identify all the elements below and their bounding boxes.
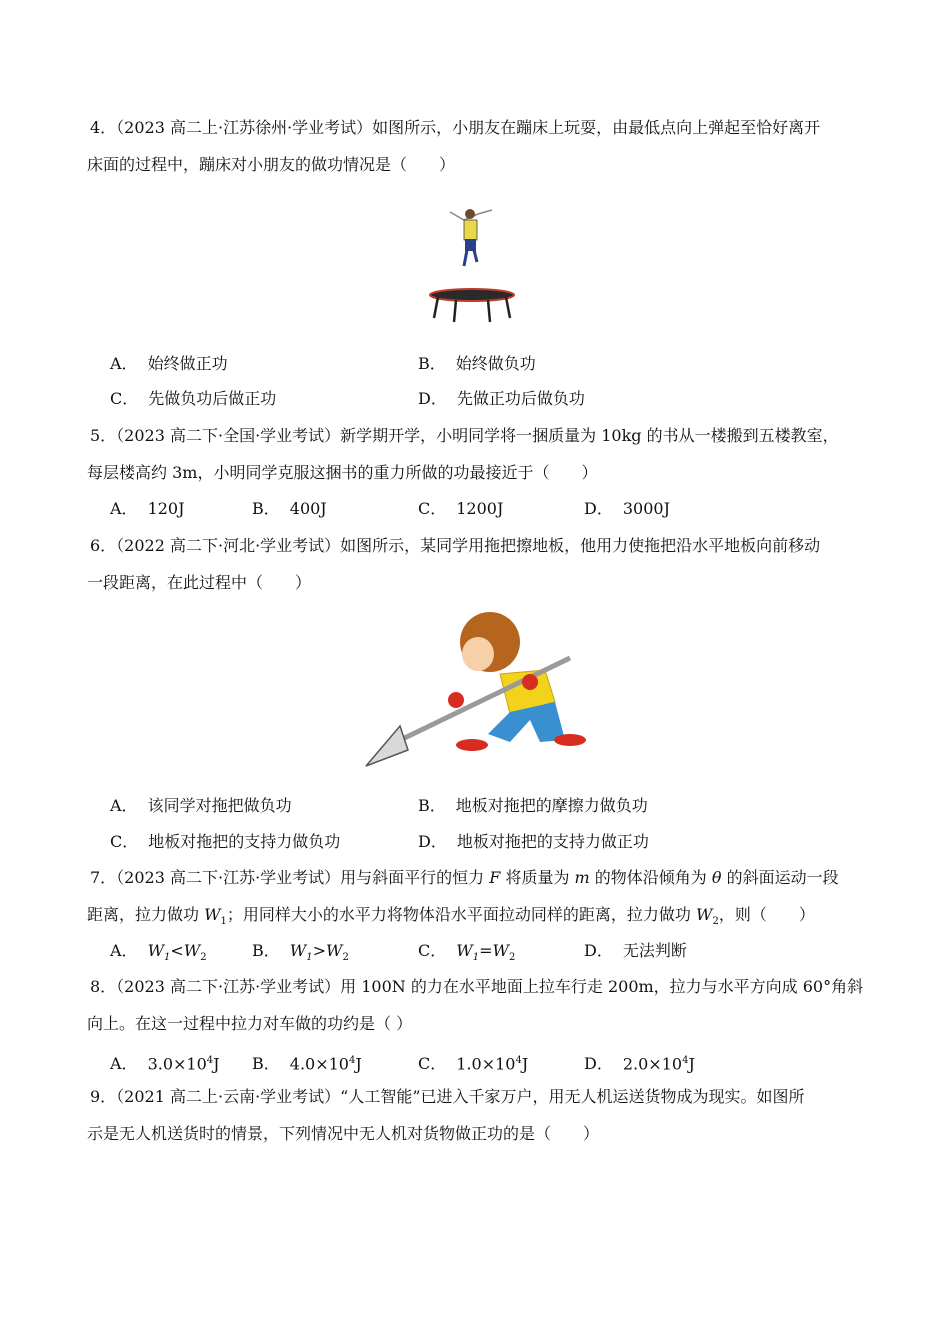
q4-stem-line2: 床面的过程中，蹦床对小朋友的做功情况是（ ） — [87, 155, 456, 174]
q7-option-d[interactable]: D． 无法判断 — [584, 941, 687, 960]
q4-option-c[interactable]: C． 先做负功后做正功 — [110, 389, 277, 408]
q8-option-c[interactable]: C． $1.0\times 10^4J$ — [418, 1054, 529, 1074]
q5-stem-line1: 5．（2023 高二下·全国·学业考试）新学期开学，小明同学将一捆质量为 10kg 的书从一楼搬到五楼教室， — [90, 426, 839, 445]
q5-option-a[interactable]: A． 120J — [110, 499, 185, 518]
q5-option-b[interactable]: B． 400J — [252, 499, 327, 518]
q9-stem-line2: 示是无人机送货时的情景，下列情况中无人机对货物做正功的是（ ） — [87, 1124, 600, 1143]
q5-option-d[interactable]: D． 3000J — [584, 499, 670, 518]
q6-option-a[interactable]: A． 该同学对拖把做负功 — [110, 796, 292, 815]
q5-stem-line2: 每层楼高约 3m，小明同学克服这捆书的重力所做的功最接近于（ ） — [87, 463, 598, 482]
q6-option-c[interactable]: C． 地板对拖把的支持力做负功 — [110, 832, 341, 851]
q8-option-a[interactable]: A． $3.0\times 10^4J$ — [110, 1054, 220, 1074]
q7-option-c[interactable]: C． $W_1=W_2$ — [418, 941, 516, 964]
q7-stem-line2: 距离，拉力做功 $W_1$；用同样大小的水平力将物体沿水平面拉动同样的距离，拉力做功 $W_2$，则（ ） — [87, 905, 815, 928]
q8-stem-line1: 8．（2023 高二下·江苏·学业考试）用 100N 的力在水平地面上拉车行走 200m，拉力与水平方向成 60°角斜 — [90, 977, 864, 996]
q6-stem-line1: 6．（2022 高二下·河北·学业考试）如图所示，某同学用拖把擦地板，他用力使拖把沿水平地板向前移动 — [90, 536, 821, 555]
q9-stem-line1: 9．（2021 高二上·云南·学业考试）“人工智能”已进入千家万户，用无人机运送货物成为现实。如图所 — [90, 1087, 805, 1106]
q7-stem-line1: 7．（2023 高二下·江苏·学业考试）用与斜面平行的恒力 F 将质量为 m 的物体沿倾角为 θ 的斜面运动一段 — [90, 868, 839, 887]
q4-stem-line1: 4．（2023 高二上·江苏徐州·学业考试）如图所示，小朋友在蹦床上玩耍，由最低点向上弹起至恰好离开 — [90, 118, 821, 137]
q6-stem-line2: 一段距离，在此过程中（ ） — [87, 573, 312, 592]
q8-option-d[interactable]: D． $2.0\times 10^4J$ — [584, 1054, 695, 1074]
q6-option-d[interactable]: D． 地板对拖把的支持力做正功 — [418, 832, 649, 851]
q6-option-b[interactable]: B． 地板对拖把的摩擦力做负功 — [418, 796, 648, 815]
q4-option-d[interactable]: D． 先做正功后做负功 — [418, 389, 585, 408]
q8-stem-line2: 向上。在这一过程中拉力对车做的功约是（ ） — [87, 1014, 413, 1033]
q4-option-b[interactable]: B． 始终做负功 — [418, 354, 536, 373]
q4-option-a[interactable]: A． 始终做正功 — [110, 354, 228, 373]
q5-option-c[interactable]: C． 1200J — [418, 499, 504, 518]
mopping-boy-figure — [360, 602, 588, 774]
q7-option-a[interactable]: A． $W_1<W_2$ — [110, 941, 207, 964]
trampoline-figure — [420, 200, 524, 330]
q7-option-b[interactable]: B． $W_1>W_2$ — [252, 941, 349, 964]
q8-option-b[interactable]: B． $4.0\times 10^4J$ — [252, 1054, 362, 1074]
